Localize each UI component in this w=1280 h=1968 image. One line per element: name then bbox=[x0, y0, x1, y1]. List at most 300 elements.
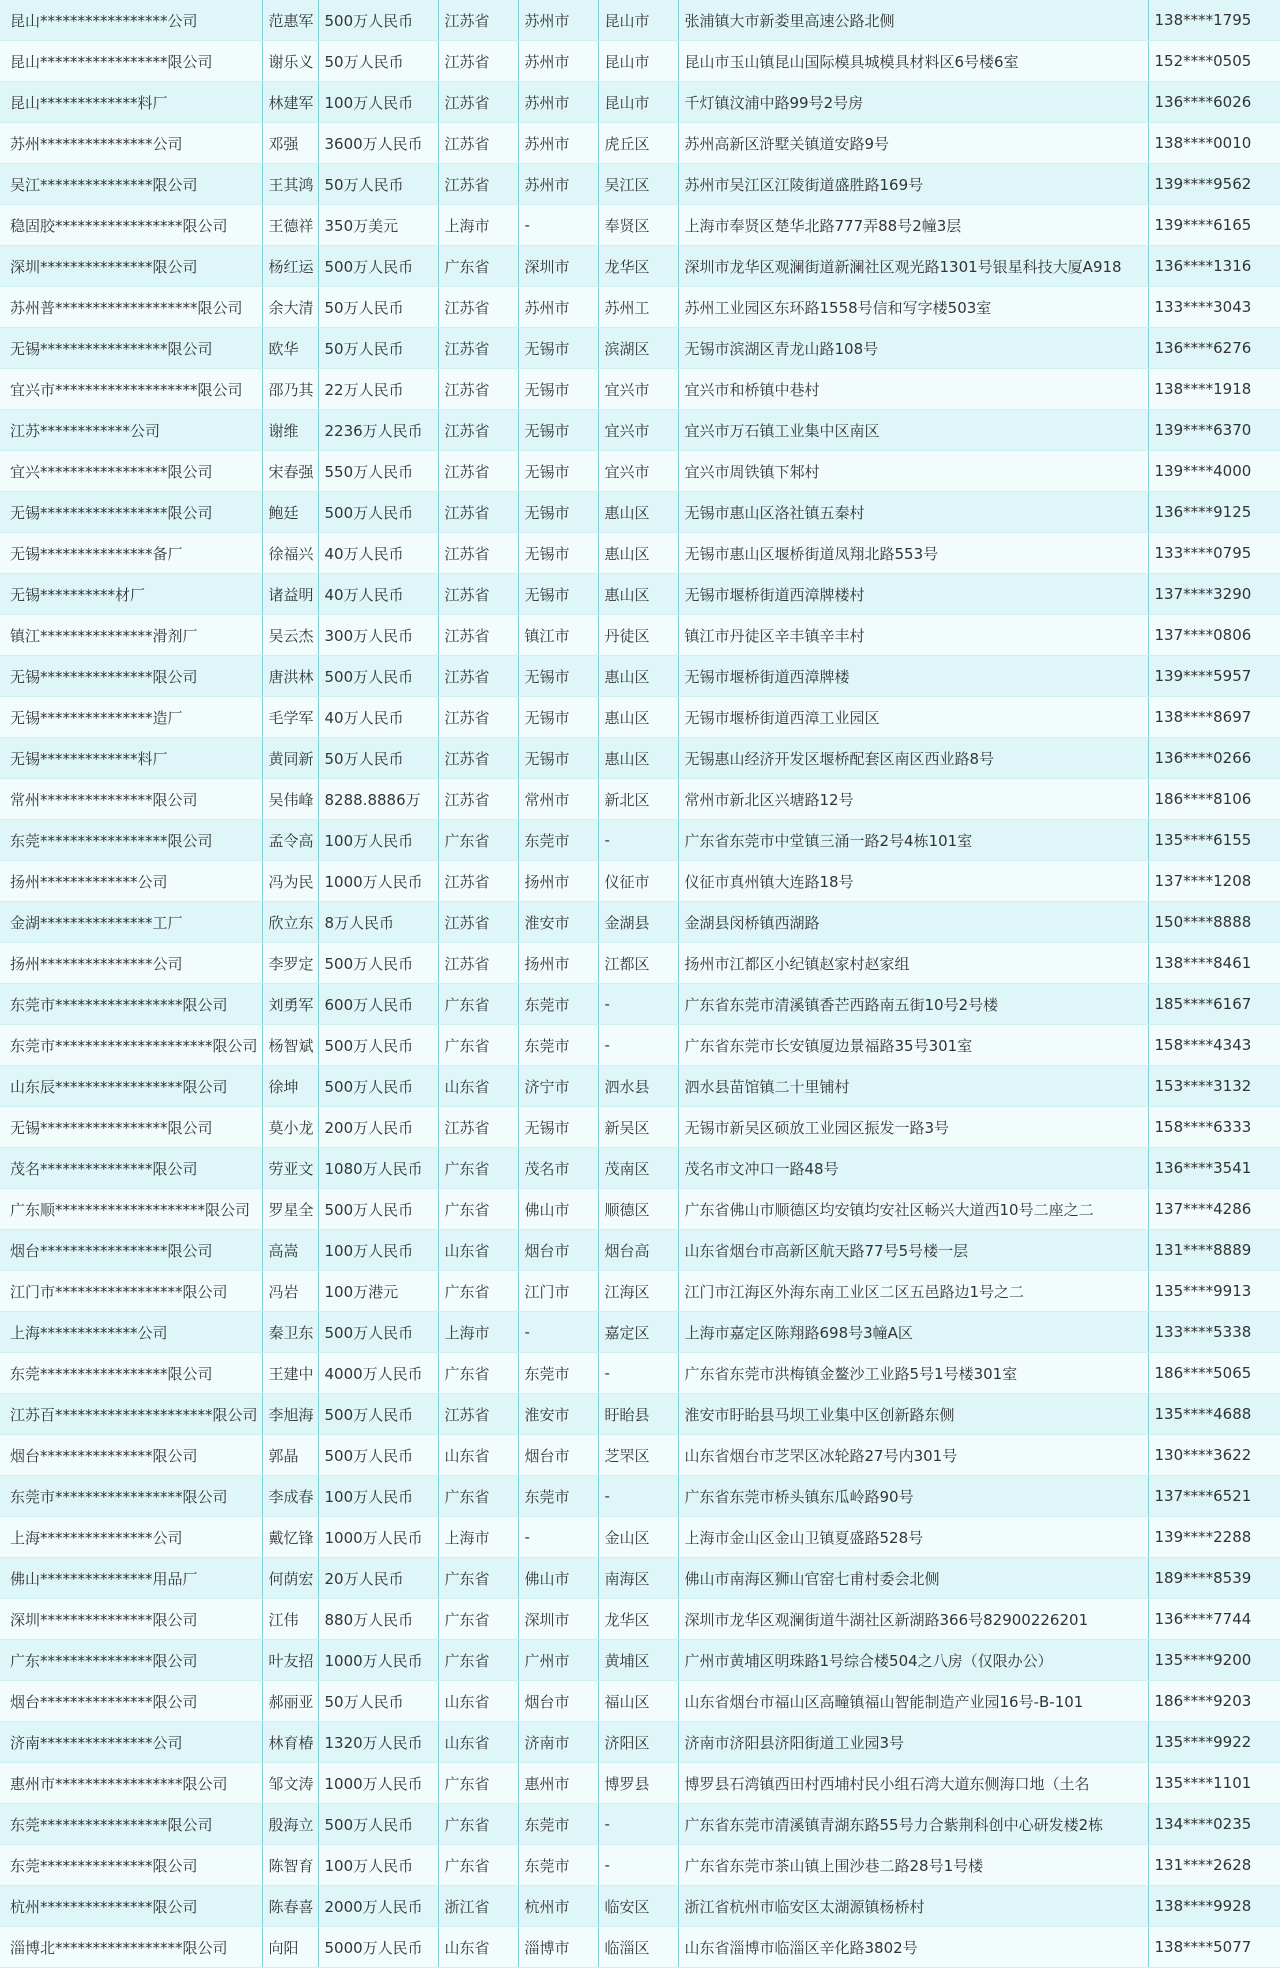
registered-capital-cell: 8万人民币 bbox=[318, 902, 438, 943]
district-cell: 惠山区 bbox=[598, 697, 678, 738]
table-row bbox=[0, 533, 1280, 574]
city-cell: 烟台市 bbox=[518, 1681, 598, 1722]
address-cell: 茂名市文冲口一路48号 bbox=[678, 1148, 1148, 1189]
company-name-cell: 上海***************公司 bbox=[0, 1517, 262, 1558]
province-cell: 江苏省 bbox=[438, 779, 518, 820]
table-row bbox=[0, 902, 1280, 943]
company-name-cell: 宜兴市*******************限公司 bbox=[0, 369, 262, 410]
address-cell: 镇江市丹徒区辛丰镇辛丰村 bbox=[678, 615, 1148, 656]
legal-person-cell: 邓强 bbox=[262, 123, 318, 164]
table-row bbox=[0, 820, 1280, 861]
table-row bbox=[0, 1271, 1280, 1312]
city-cell: 江门市 bbox=[518, 1271, 598, 1312]
registered-capital-cell: 50万人民币 bbox=[318, 1681, 438, 1722]
address-cell: 江门市江海区外海东南工业区二区五邑路边1号之二 bbox=[678, 1271, 1148, 1312]
registered-capital-cell: 880万人民币 bbox=[318, 1599, 438, 1640]
table-row bbox=[0, 1640, 1280, 1681]
legal-person-cell: 向阳 bbox=[262, 1927, 318, 1968]
city-cell: 东莞市 bbox=[518, 1025, 598, 1066]
address-cell: 广东省东莞市洪梅镇金鳌沙工业路5号1号楼301室 bbox=[678, 1353, 1148, 1394]
province-cell: 江苏省 bbox=[438, 1107, 518, 1148]
table-row bbox=[0, 0, 1280, 41]
company-name-cell: 广东***************限公司 bbox=[0, 1640, 262, 1681]
city-cell: 东莞市 bbox=[518, 984, 598, 1025]
registered-capital-cell: 1000万人民币 bbox=[318, 861, 438, 902]
address-cell: 广东省东莞市长安镇厦边景福路35号301室 bbox=[678, 1025, 1148, 1066]
table-row bbox=[0, 451, 1280, 492]
city-cell: 苏州市 bbox=[518, 123, 598, 164]
address-cell: 无锡市堰桥街道西漳牌楼 bbox=[678, 656, 1148, 697]
district-cell: 昆山市 bbox=[598, 0, 678, 41]
legal-person-cell: 林建军 bbox=[262, 82, 318, 123]
company-name-cell: 杭州***************限公司 bbox=[0, 1886, 262, 1927]
table-row bbox=[0, 1845, 1280, 1886]
district-cell: - bbox=[598, 984, 678, 1025]
table-row bbox=[0, 943, 1280, 984]
company-name-cell: 无锡*************料厂 bbox=[0, 738, 262, 779]
registered-capital-cell: 5000万人民币 bbox=[318, 1927, 438, 1968]
registered-capital-cell: 500万人民币 bbox=[318, 1394, 438, 1435]
address-cell: 泗水县苗馆镇二十里铺村 bbox=[678, 1066, 1148, 1107]
registered-capital-cell: 40万人民币 bbox=[318, 533, 438, 574]
province-cell: 山东省 bbox=[438, 1435, 518, 1476]
address-cell: 仪征市真州镇大连路18号 bbox=[678, 861, 1148, 902]
registered-capital-cell: 2236万人民币 bbox=[318, 410, 438, 451]
company-name-cell: 无锡***************造厂 bbox=[0, 697, 262, 738]
province-cell: 江苏省 bbox=[438, 410, 518, 451]
district-cell: 江都区 bbox=[598, 943, 678, 984]
address-cell: 无锡市滨湖区青龙山路108号 bbox=[678, 328, 1148, 369]
table-row bbox=[0, 41, 1280, 82]
registered-capital-cell: 100万人民币 bbox=[318, 1230, 438, 1271]
table-row bbox=[0, 984, 1280, 1025]
registered-capital-cell: 300万人民币 bbox=[318, 615, 438, 656]
phone-cell: 139****5957 bbox=[1148, 656, 1280, 697]
province-cell: 江苏省 bbox=[438, 615, 518, 656]
company-name-cell: 东莞*****************限公司 bbox=[0, 1804, 262, 1845]
table-row bbox=[0, 574, 1280, 615]
legal-person-cell: 欣立东 bbox=[262, 902, 318, 943]
district-cell: 滨湖区 bbox=[598, 328, 678, 369]
company-name-cell: 无锡*****************限公司 bbox=[0, 328, 262, 369]
company-name-cell: 无锡***************限公司 bbox=[0, 656, 262, 697]
district-cell: 顺德区 bbox=[598, 1189, 678, 1230]
province-cell: 广东省 bbox=[438, 1640, 518, 1681]
province-cell: 山东省 bbox=[438, 1066, 518, 1107]
city-cell: 淄博市 bbox=[518, 1927, 598, 1968]
district-cell: 丹徒区 bbox=[598, 615, 678, 656]
city-cell: 佛山市 bbox=[518, 1189, 598, 1230]
phone-cell: 135****6155 bbox=[1148, 820, 1280, 861]
company-name-cell: 佛山***************用品厂 bbox=[0, 1558, 262, 1599]
phone-cell: 134****0235 bbox=[1148, 1804, 1280, 1845]
legal-person-cell: 陈春喜 bbox=[262, 1886, 318, 1927]
phone-cell: 135****1101 bbox=[1148, 1763, 1280, 1804]
city-cell: 佛山市 bbox=[518, 1558, 598, 1599]
legal-person-cell: 徐福兴 bbox=[262, 533, 318, 574]
district-cell: 奉贤区 bbox=[598, 205, 678, 246]
address-cell: 山东省烟台市福山区高疃镇福山智能制造产业园16号-B-101 bbox=[678, 1681, 1148, 1722]
phone-cell: 136****0266 bbox=[1148, 738, 1280, 779]
legal-person-cell: 诸益明 bbox=[262, 574, 318, 615]
province-cell: 广东省 bbox=[438, 1599, 518, 1640]
district-cell: 惠山区 bbox=[598, 738, 678, 779]
phone-cell: 138****1795 bbox=[1148, 0, 1280, 41]
province-cell: 浙江省 bbox=[438, 1886, 518, 1927]
company-name-cell: 东莞***************限公司 bbox=[0, 1845, 262, 1886]
district-cell: 博罗县 bbox=[598, 1763, 678, 1804]
table-row bbox=[0, 1107, 1280, 1148]
address-cell: 苏州市吴江区江陵街道盛胜路169号 bbox=[678, 164, 1148, 205]
address-cell: 上海市金山区金山卫镇夏盛路528号 bbox=[678, 1517, 1148, 1558]
legal-person-cell: 范惠军 bbox=[262, 0, 318, 41]
table-row bbox=[0, 1804, 1280, 1845]
legal-person-cell: 杨智斌 bbox=[262, 1025, 318, 1066]
company-name-cell: 深圳***************限公司 bbox=[0, 1599, 262, 1640]
province-cell: 江苏省 bbox=[438, 82, 518, 123]
address-cell: 济南市济阳县济阳街道工业园3号 bbox=[678, 1722, 1148, 1763]
district-cell: 济阳区 bbox=[598, 1722, 678, 1763]
city-cell: 无锡市 bbox=[518, 451, 598, 492]
table-row bbox=[0, 1558, 1280, 1599]
company-name-cell: 深圳***************限公司 bbox=[0, 246, 262, 287]
address-cell: 佛山市南海区狮山官窑七甫村委会北侧 bbox=[678, 1558, 1148, 1599]
company-name-cell: 上海*************公司 bbox=[0, 1312, 262, 1353]
phone-cell: 136****6026 bbox=[1148, 82, 1280, 123]
phone-cell: 137****1208 bbox=[1148, 861, 1280, 902]
address-cell: 无锡市堰桥街道西漳工业园区 bbox=[678, 697, 1148, 738]
table-row bbox=[0, 1927, 1280, 1968]
company-name-cell: 无锡**********材厂 bbox=[0, 574, 262, 615]
company-name-cell: 宜兴*****************限公司 bbox=[0, 451, 262, 492]
table-row bbox=[0, 246, 1280, 287]
city-cell: 无锡市 bbox=[518, 328, 598, 369]
address-cell: 浙江省杭州市临安区太湖源镇杨桥村 bbox=[678, 1886, 1148, 1927]
province-cell: 江苏省 bbox=[438, 738, 518, 779]
district-cell: 苏州工 bbox=[598, 287, 678, 328]
address-cell: 广东省东莞市中堂镇三涌一路2号4栋101室 bbox=[678, 820, 1148, 861]
district-cell: 江海区 bbox=[598, 1271, 678, 1312]
province-cell: 山东省 bbox=[438, 1681, 518, 1722]
city-cell: 苏州市 bbox=[518, 287, 598, 328]
address-cell: 广东省东莞市清溪镇香芒西路南五街10号2号楼 bbox=[678, 984, 1148, 1025]
address-cell: 苏州工业园区东环路1558号信和写字楼503室 bbox=[678, 287, 1148, 328]
company-name-cell: 镇江***************滑剂厂 bbox=[0, 615, 262, 656]
province-cell: 广东省 bbox=[438, 1025, 518, 1066]
company-name-cell: 烟台***************限公司 bbox=[0, 1681, 262, 1722]
phone-cell: 135****9200 bbox=[1148, 1640, 1280, 1681]
city-cell: 无锡市 bbox=[518, 574, 598, 615]
table-row bbox=[0, 1148, 1280, 1189]
phone-cell: 137****4286 bbox=[1148, 1189, 1280, 1230]
district-cell: 金山区 bbox=[598, 1517, 678, 1558]
province-cell: 江苏省 bbox=[438, 369, 518, 410]
company-name-cell: 山东辰*****************限公司 bbox=[0, 1066, 262, 1107]
city-cell: 无锡市 bbox=[518, 738, 598, 779]
district-cell: - bbox=[598, 1476, 678, 1517]
phone-cell: 136****1316 bbox=[1148, 246, 1280, 287]
company-name-cell: 茂名***************限公司 bbox=[0, 1148, 262, 1189]
province-cell: 上海市 bbox=[438, 1312, 518, 1353]
legal-person-cell: 谢乐义 bbox=[262, 41, 318, 82]
city-cell: 东莞市 bbox=[518, 1476, 598, 1517]
registered-capital-cell: 20万人民币 bbox=[318, 1558, 438, 1599]
district-cell: 昆山市 bbox=[598, 41, 678, 82]
province-cell: 江苏省 bbox=[438, 861, 518, 902]
table-row bbox=[0, 697, 1280, 738]
province-cell: 江苏省 bbox=[438, 328, 518, 369]
legal-person-cell: 林育椿 bbox=[262, 1722, 318, 1763]
table-row bbox=[0, 1599, 1280, 1640]
address-cell: 广东省佛山市顺德区均安镇均安社区畅兴大道西10号二座之二 bbox=[678, 1189, 1148, 1230]
legal-person-cell: 莫小龙 bbox=[262, 1107, 318, 1148]
address-cell: 广东省东莞市桥头镇东瓜岭路90号 bbox=[678, 1476, 1148, 1517]
company-name-cell: 苏州普*******************限公司 bbox=[0, 287, 262, 328]
registered-capital-cell: 1080万人民币 bbox=[318, 1148, 438, 1189]
registered-capital-cell: 2000万人民币 bbox=[318, 1886, 438, 1927]
district-cell: 龙华区 bbox=[598, 246, 678, 287]
legal-person-cell: 孟令高 bbox=[262, 820, 318, 861]
legal-person-cell: 王其鸿 bbox=[262, 164, 318, 205]
legal-person-cell: 戴忆锋 bbox=[262, 1517, 318, 1558]
address-cell: 广州市黄埔区明珠路1号综合楼504之八房（仅限办公） bbox=[678, 1640, 1148, 1681]
table-row bbox=[0, 492, 1280, 533]
legal-person-cell: 李成春 bbox=[262, 1476, 318, 1517]
legal-person-cell: 邵乃其 bbox=[262, 369, 318, 410]
city-cell: 无锡市 bbox=[518, 656, 598, 697]
table-row bbox=[0, 164, 1280, 205]
legal-person-cell: 罗星全 bbox=[262, 1189, 318, 1230]
table-row bbox=[0, 738, 1280, 779]
province-cell: 江苏省 bbox=[438, 0, 518, 41]
registered-capital-cell: 550万人民币 bbox=[318, 451, 438, 492]
company-name-cell: 东莞*****************限公司 bbox=[0, 1353, 262, 1394]
phone-cell: 130****3622 bbox=[1148, 1435, 1280, 1476]
phone-cell: 131****8889 bbox=[1148, 1230, 1280, 1271]
legal-person-cell: 毛学军 bbox=[262, 697, 318, 738]
legal-person-cell: 李罗定 bbox=[262, 943, 318, 984]
phone-cell: 131****2628 bbox=[1148, 1845, 1280, 1886]
city-cell: 深圳市 bbox=[518, 246, 598, 287]
city-cell: - bbox=[518, 1312, 598, 1353]
registered-capital-cell: 100万港元 bbox=[318, 1271, 438, 1312]
phone-cell: 137****3290 bbox=[1148, 574, 1280, 615]
province-cell: 江苏省 bbox=[438, 656, 518, 697]
company-name-cell: 无锡*****************限公司 bbox=[0, 1107, 262, 1148]
city-cell: 广州市 bbox=[518, 1640, 598, 1681]
address-cell: 金湖县闵桥镇西湖路 bbox=[678, 902, 1148, 943]
district-cell: 金湖县 bbox=[598, 902, 678, 943]
address-cell: 千灯镇汶浦中路99号2号房 bbox=[678, 82, 1148, 123]
district-cell: 惠山区 bbox=[598, 492, 678, 533]
registered-capital-cell: 500万人民币 bbox=[318, 943, 438, 984]
registered-capital-cell: 100万人民币 bbox=[318, 1476, 438, 1517]
company-name-cell: 江门市*****************限公司 bbox=[0, 1271, 262, 1312]
phone-cell: 139****6370 bbox=[1148, 410, 1280, 451]
registered-capital-cell: 100万人民币 bbox=[318, 82, 438, 123]
legal-person-cell: 鲍廷 bbox=[262, 492, 318, 533]
province-cell: 广东省 bbox=[438, 1763, 518, 1804]
address-cell: 宜兴市周铁镇下邾村 bbox=[678, 451, 1148, 492]
legal-person-cell: 谢维 bbox=[262, 410, 318, 451]
district-cell: 南海区 bbox=[598, 1558, 678, 1599]
registered-capital-cell: 50万人民币 bbox=[318, 287, 438, 328]
company-name-cell: 吴江***************限公司 bbox=[0, 164, 262, 205]
company-name-cell: 淄博北*****************限公司 bbox=[0, 1927, 262, 1968]
province-cell: 广东省 bbox=[438, 1804, 518, 1845]
table-row bbox=[0, 287, 1280, 328]
district-cell: 烟台高 bbox=[598, 1230, 678, 1271]
company-name-cell: 烟台***************限公司 bbox=[0, 1435, 262, 1476]
city-cell: 无锡市 bbox=[518, 410, 598, 451]
city-cell: 惠州市 bbox=[518, 1763, 598, 1804]
city-cell: 苏州市 bbox=[518, 82, 598, 123]
table-row bbox=[0, 1066, 1280, 1107]
district-cell: 宜兴市 bbox=[598, 369, 678, 410]
city-cell: 无锡市 bbox=[518, 697, 598, 738]
registered-capital-cell: 50万人民币 bbox=[318, 164, 438, 205]
province-cell: 广东省 bbox=[438, 1353, 518, 1394]
district-cell: 虎丘区 bbox=[598, 123, 678, 164]
district-cell: 惠山区 bbox=[598, 656, 678, 697]
table-row bbox=[0, 1722, 1280, 1763]
table-row bbox=[0, 1394, 1280, 1435]
phone-cell: 138****9928 bbox=[1148, 1886, 1280, 1927]
province-cell: 上海市 bbox=[438, 1517, 518, 1558]
province-cell: 广东省 bbox=[438, 1558, 518, 1599]
city-cell: 东莞市 bbox=[518, 820, 598, 861]
registered-capital-cell: 500万人民币 bbox=[318, 1804, 438, 1845]
address-cell: 无锡市新吴区硕放工业园区振发一路3号 bbox=[678, 1107, 1148, 1148]
legal-person-cell: 吴云杰 bbox=[262, 615, 318, 656]
province-cell: 广东省 bbox=[438, 1476, 518, 1517]
address-cell: 广东省东莞市茶山镇上围沙巷二路28号1号楼 bbox=[678, 1845, 1148, 1886]
registered-capital-cell: 500万人民币 bbox=[318, 1435, 438, 1476]
province-cell: 广东省 bbox=[438, 1845, 518, 1886]
city-cell: - bbox=[518, 1517, 598, 1558]
province-cell: 江苏省 bbox=[438, 451, 518, 492]
province-cell: 江苏省 bbox=[438, 574, 518, 615]
province-cell: 广东省 bbox=[438, 1148, 518, 1189]
table-row bbox=[0, 1517, 1280, 1558]
registered-capital-cell: 100万人民币 bbox=[318, 820, 438, 861]
province-cell: 广东省 bbox=[438, 1271, 518, 1312]
registered-capital-cell: 1000万人民币 bbox=[318, 1517, 438, 1558]
phone-cell: 137****0806 bbox=[1148, 615, 1280, 656]
table-row bbox=[0, 1886, 1280, 1927]
province-cell: 上海市 bbox=[438, 205, 518, 246]
province-cell: 江苏省 bbox=[438, 123, 518, 164]
phone-cell: 136****6276 bbox=[1148, 328, 1280, 369]
registered-capital-cell: 500万人民币 bbox=[318, 1025, 438, 1066]
phone-cell: 150****8888 bbox=[1148, 902, 1280, 943]
legal-person-cell: 高嵩 bbox=[262, 1230, 318, 1271]
registered-capital-cell: 40万人民币 bbox=[318, 697, 438, 738]
address-cell: 博罗县石湾镇西田村西埔村民小组石湾大道东侧海口地（土名 bbox=[678, 1763, 1148, 1804]
province-cell: 江苏省 bbox=[438, 287, 518, 328]
city-cell: 东莞市 bbox=[518, 1804, 598, 1845]
city-cell: 烟台市 bbox=[518, 1435, 598, 1476]
district-cell: 新北区 bbox=[598, 779, 678, 820]
phone-cell: 136****3541 bbox=[1148, 1148, 1280, 1189]
province-cell: 江苏省 bbox=[438, 41, 518, 82]
address-cell: 无锡市惠山区堰桥街道凤翔北路553号 bbox=[678, 533, 1148, 574]
registered-capital-cell: 500万人民币 bbox=[318, 246, 438, 287]
district-cell: 新吴区 bbox=[598, 1107, 678, 1148]
legal-person-cell: 王德祥 bbox=[262, 205, 318, 246]
registered-capital-cell: 1000万人民币 bbox=[318, 1763, 438, 1804]
province-cell: 江苏省 bbox=[438, 943, 518, 984]
address-cell: 深圳市龙华区观澜街道新澜社区观光路1301号银星科技大厦A918 bbox=[678, 246, 1148, 287]
phone-cell: 139****6165 bbox=[1148, 205, 1280, 246]
registered-capital-cell: 500万人民币 bbox=[318, 1066, 438, 1107]
address-cell: 淮安市盱眙县马坝工业集中区创新路东侧 bbox=[678, 1394, 1148, 1435]
city-cell: 无锡市 bbox=[518, 492, 598, 533]
registered-capital-cell: 22万人民币 bbox=[318, 369, 438, 410]
city-cell: 东莞市 bbox=[518, 1353, 598, 1394]
phone-cell: 139****9562 bbox=[1148, 164, 1280, 205]
city-cell: 烟台市 bbox=[518, 1230, 598, 1271]
table-row bbox=[0, 1435, 1280, 1476]
province-cell: 江苏省 bbox=[438, 164, 518, 205]
province-cell: 江苏省 bbox=[438, 697, 518, 738]
phone-cell: 138****8697 bbox=[1148, 697, 1280, 738]
legal-person-cell: 刘勇军 bbox=[262, 984, 318, 1025]
phone-cell: 137****6521 bbox=[1148, 1476, 1280, 1517]
address-cell: 深圳市龙华区观澜街道牛湖社区新湖路366号82900226201 bbox=[678, 1599, 1148, 1640]
company-name-cell: 扬州*************公司 bbox=[0, 861, 262, 902]
table-row bbox=[0, 1189, 1280, 1230]
province-cell: 江苏省 bbox=[438, 533, 518, 574]
address-cell: 上海市嘉定区陈翔路698号3幢A区 bbox=[678, 1312, 1148, 1353]
legal-person-cell: 邹文涛 bbox=[262, 1763, 318, 1804]
address-cell: 张浦镇大市新娄里高速公路北侧 bbox=[678, 0, 1148, 41]
address-cell: 苏州高新区浒墅关镇道安路9号 bbox=[678, 123, 1148, 164]
registered-capital-cell: 500万人民币 bbox=[318, 1189, 438, 1230]
registered-capital-cell: 50万人民币 bbox=[318, 41, 438, 82]
city-cell: 济南市 bbox=[518, 1722, 598, 1763]
legal-person-cell: 劳亚文 bbox=[262, 1148, 318, 1189]
registered-capital-cell: 200万人民币 bbox=[318, 1107, 438, 1148]
address-cell: 宜兴市万石镇工业集中区南区 bbox=[678, 410, 1148, 451]
table-row bbox=[0, 1763, 1280, 1804]
district-cell: - bbox=[598, 820, 678, 861]
legal-person-cell: 黄同新 bbox=[262, 738, 318, 779]
address-cell: 山东省淄博市临淄区辛化路3802号 bbox=[678, 1927, 1148, 1968]
registered-capital-cell: 350万美元 bbox=[318, 205, 438, 246]
phone-cell: 136****7744 bbox=[1148, 1599, 1280, 1640]
phone-cell: 135****9913 bbox=[1148, 1271, 1280, 1312]
district-cell: 吴江区 bbox=[598, 164, 678, 205]
company-name-cell: 东莞市*********************限公司 bbox=[0, 1025, 262, 1066]
registered-capital-cell: 4000万人民币 bbox=[318, 1353, 438, 1394]
table-row bbox=[0, 410, 1280, 451]
city-cell: 扬州市 bbox=[518, 861, 598, 902]
district-cell: 福山区 bbox=[598, 1681, 678, 1722]
phone-cell: 135****9922 bbox=[1148, 1722, 1280, 1763]
address-cell: 山东省烟台市高新区航天路77号5号楼一层 bbox=[678, 1230, 1148, 1271]
district-cell: - bbox=[598, 1025, 678, 1066]
district-cell: 惠山区 bbox=[598, 574, 678, 615]
legal-person-cell: 冯岩 bbox=[262, 1271, 318, 1312]
company-name-cell: 东莞市*****************限公司 bbox=[0, 1476, 262, 1517]
city-cell: 无锡市 bbox=[518, 1107, 598, 1148]
company-name-cell: 常州***************限公司 bbox=[0, 779, 262, 820]
legal-person-cell: 江伟 bbox=[262, 1599, 318, 1640]
table-row bbox=[0, 1681, 1280, 1722]
address-cell: 山东省烟台市芝罘区冰轮路27号内301号 bbox=[678, 1435, 1148, 1476]
address-cell: 无锡市堰桥街道西漳牌楼村 bbox=[678, 574, 1148, 615]
